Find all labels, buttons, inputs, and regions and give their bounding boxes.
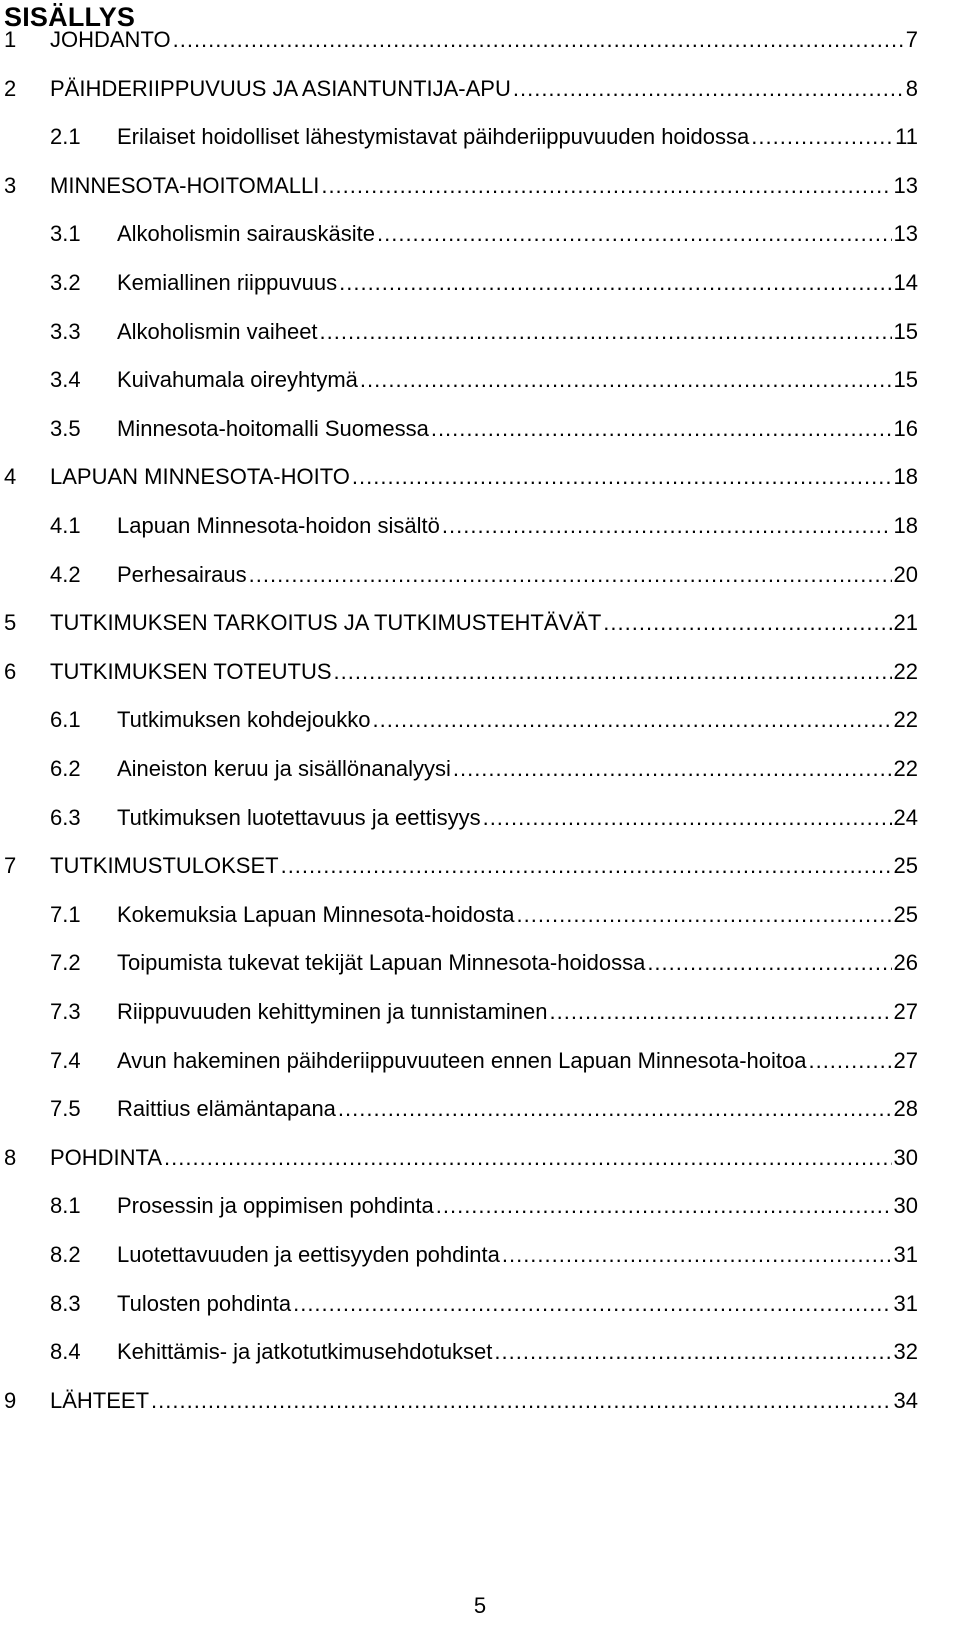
toc-entry-page: 13	[893, 172, 918, 198]
toc-entry-page: 34	[893, 1387, 918, 1413]
toc-entry	[0, 24, 960, 56]
toc-entry-title: Tulosten pohdinta	[117, 1290, 292, 1316]
toc-entry-page: 27	[893, 1047, 918, 1073]
toc-entry-number: 6.1	[50, 707, 81, 733]
toc-entry-title: Prosessin ja oppimisen pohdinta	[117, 1193, 434, 1219]
toc-entry-title: Toipumista tukevat tekijät Lapuan Minnesota-hoidossa	[117, 950, 646, 976]
toc-entry-page: 20	[893, 561, 918, 587]
toc-entry-number: 7.2	[50, 950, 81, 976]
toc-entry-page: 7	[905, 27, 918, 52]
toc-entry	[0, 1093, 960, 1125]
toc-entry-number: 6.3	[50, 804, 81, 830]
toc-entry	[0, 267, 960, 299]
toc-entry-title: Minnesota-hoitomalli Suomessa	[117, 415, 429, 441]
toc-entry	[0, 510, 960, 542]
toc-entry-title: Alkoholismin sairauskäsite	[117, 221, 375, 247]
toc-entry	[0, 316, 960, 348]
toc-dot-leader	[377, 218, 892, 250]
toc-entry-number: 3.5	[50, 415, 81, 441]
toc-dot-leader	[339, 267, 891, 299]
toc-entry	[0, 704, 960, 736]
toc-entry-page: 26	[893, 950, 918, 976]
toc-entry-number: 7.5	[50, 1096, 81, 1122]
toc-entry	[0, 1045, 960, 1077]
toc-entry	[0, 1288, 960, 1320]
toc-entry-number: 8.1	[50, 1193, 81, 1219]
toc-entry-number: 7.1	[50, 901, 81, 927]
toc-entry	[0, 73, 960, 105]
toc-entry-number: 2	[4, 75, 17, 101]
toc-dot-leader	[249, 559, 892, 591]
toc-entry-page: 27	[893, 999, 918, 1024]
toc-entry-page: 22	[893, 658, 918, 684]
toc-entry-page: 31	[893, 1242, 918, 1267]
toc-entry-title: Kemiallinen riippuvuus	[117, 270, 338, 295]
toc-entry-page: 22	[893, 756, 918, 781]
toc-entry-title: Kehittämis- ja jatkotutkimusehdotukset	[117, 1339, 493, 1365]
toc-entry	[0, 656, 960, 688]
toc-entry-number: 5	[4, 610, 17, 636]
toc-dot-leader	[442, 510, 892, 542]
toc-dot-leader	[373, 704, 892, 736]
toc-entry-number: 4.2	[50, 561, 81, 587]
toc-entry-number: 8	[4, 1144, 17, 1170]
toc-entry-number: 6	[4, 658, 17, 684]
toc-entry-page: 21	[893, 610, 918, 636]
toc-entry-title: Kokemuksia Lapuan Minnesota-hoidosta	[117, 901, 515, 927]
toc-entry-number: 4	[4, 464, 17, 490]
toc-entry-title: Riippuvuuden kehittyminen ja tunnistaminen	[117, 999, 548, 1024]
toc-entry-title: Raittius elämäntapana	[117, 1096, 336, 1122]
toc-entry-title: Perhesairaus	[117, 561, 247, 587]
toc-entry-title: Erilaiset hoidolliset lähestymistavat päihderiippuvuuden hoidossa	[117, 124, 750, 150]
toc-entry	[0, 607, 960, 639]
toc-entry-title: Alkoholismin vaiheet	[117, 318, 318, 344]
toc-dot-leader	[173, 24, 904, 56]
toc-entry-page: 18	[893, 464, 918, 490]
toc-entry-title: LÄHTEET	[50, 1387, 150, 1413]
toc-entry-page: 32	[893, 1339, 918, 1365]
toc-entry-page: 30	[893, 1144, 918, 1170]
toc-dot-leader	[321, 170, 891, 202]
toc-entry-number: 3.1	[50, 221, 81, 247]
toc-dot-leader	[436, 1190, 892, 1222]
toc-dot-leader	[483, 802, 892, 834]
toc-entry-number: 7.3	[50, 999, 81, 1024]
toc-entry-page: 28	[893, 1096, 918, 1122]
toc-entry-page: 16	[893, 415, 918, 441]
toc-entry	[0, 947, 960, 979]
toc-dot-leader	[338, 1093, 892, 1125]
toc-entry-number: 7	[4, 853, 17, 879]
toc-entry	[0, 753, 960, 785]
toc-entry-number: 4.1	[50, 513, 81, 538]
toc-entry	[0, 1385, 960, 1417]
toc-entry-page: 13	[893, 221, 918, 247]
toc-entry-page: 11	[895, 124, 918, 150]
toc-entry-page: 22	[893, 707, 918, 733]
toc-dot-leader	[360, 364, 892, 396]
toc-entry-title: Tutkimuksen luotettavuus ja eettisyys	[117, 804, 481, 830]
toc-entry-title: POHDINTA	[50, 1144, 163, 1170]
toc-dot-leader	[513, 73, 904, 105]
toc-dot-leader	[453, 753, 892, 785]
page-number: 5	[473, 1593, 487, 1618]
toc-entry	[0, 461, 960, 493]
toc-dot-leader	[281, 850, 892, 882]
toc-dot-leader	[494, 1336, 891, 1368]
toc-entry-number: 3.4	[50, 367, 81, 393]
toc-entry-title: Avun hakeminen päihderiippuvuuteen ennen Lapuan Minnesota-hoitoa	[117, 1047, 807, 1073]
toc-entry	[0, 1239, 960, 1271]
toc-entry	[0, 899, 960, 931]
toc-entry-number: 8.4	[50, 1339, 81, 1365]
toc-entry-page: 18	[893, 513, 918, 538]
toc-entry	[0, 802, 960, 834]
toc-entry-page: 14	[893, 270, 918, 295]
toc-entry-title: TUTKIMUKSEN TARKOITUS JA TUTKIMUSTEHTÄVÄT	[50, 610, 602, 636]
toc-entry-title: TUTKIMUKSEN TOTEUTUS	[50, 658, 332, 684]
toc-dot-leader	[502, 1239, 892, 1271]
toc-dot-leader	[151, 1385, 891, 1417]
toc-entry	[0, 996, 960, 1028]
toc-entry-number: 6.2	[50, 756, 81, 781]
toc-entry-number: 7.4	[50, 1047, 81, 1073]
toc-dot-leader	[164, 1142, 891, 1174]
toc-dot-leader	[647, 947, 891, 979]
toc-dot-leader	[549, 996, 891, 1028]
toc-entry-number: 8.3	[50, 1290, 81, 1316]
toc-dot-leader	[751, 121, 893, 153]
toc-entry-number: 9	[4, 1387, 17, 1413]
toc-entry	[0, 850, 960, 882]
toc-entry-page: 15	[893, 318, 918, 344]
toc-dot-leader	[808, 1045, 891, 1077]
toc-entry-title: JOHDANTO	[50, 27, 171, 52]
toc-entry-title: Luotettavuuden ja eettisyyden pohdinta	[117, 1242, 500, 1267]
toc-entry-page: 31	[893, 1290, 918, 1316]
toc-entry-number: 2.1	[50, 124, 81, 150]
page-title: SISÄLLYS	[4, 2, 136, 32]
toc-entry-number: 3.3	[50, 318, 81, 344]
toc-entry-page: 8	[905, 75, 918, 101]
toc-entry-title: MINNESOTA-HOITOMALLI	[50, 172, 320, 198]
toc-entry-title: Lapuan Minnesota-hoidon sisältö	[117, 513, 440, 538]
toc-dot-leader	[334, 656, 892, 688]
toc-entry	[0, 121, 960, 153]
toc-dot-leader	[293, 1288, 891, 1320]
toc-entry-title: PÄIHDERIIPPUVUUS JA ASIANTUNTIJA-APU	[50, 75, 511, 101]
toc-entry	[0, 413, 960, 445]
toc-entry-page: 30	[893, 1193, 918, 1219]
toc-entry-title: Tutkimuksen kohdejoukko	[117, 707, 371, 733]
toc-entry-page: 25	[893, 901, 918, 927]
toc-entry-title: LAPUAN MINNESOTA-HOITO	[50, 464, 350, 490]
toc-dot-leader	[603, 607, 891, 639]
toc-entry-number: 1	[4, 27, 17, 52]
toc-dot-leader	[516, 899, 891, 931]
toc-entry-title: TUTKIMUSTULOKSET	[50, 853, 279, 879]
toc-entry	[0, 1142, 960, 1174]
toc-entry	[0, 364, 960, 396]
toc-entry-page: 15	[893, 367, 918, 393]
toc-entry-number: 3	[4, 172, 17, 198]
toc-dot-leader	[431, 413, 892, 445]
toc-dot-leader	[352, 461, 892, 493]
toc-entry-page: 24	[893, 804, 918, 830]
toc-entry-title: Aineiston keruu ja sisällönanalyysi	[117, 756, 451, 781]
toc-entry	[0, 218, 960, 250]
toc-entry	[0, 170, 960, 202]
toc-entry	[0, 559, 960, 591]
toc-entry-number: 3.2	[50, 270, 81, 295]
toc-entry	[0, 1336, 960, 1368]
toc-entry-title: Kuivahumala oireyhtymä	[117, 367, 358, 393]
toc-dot-leader	[320, 316, 892, 348]
toc-entry	[0, 1190, 960, 1222]
toc-entry-number: 8.2	[50, 1242, 81, 1267]
toc-entry-page: 25	[893, 853, 918, 879]
